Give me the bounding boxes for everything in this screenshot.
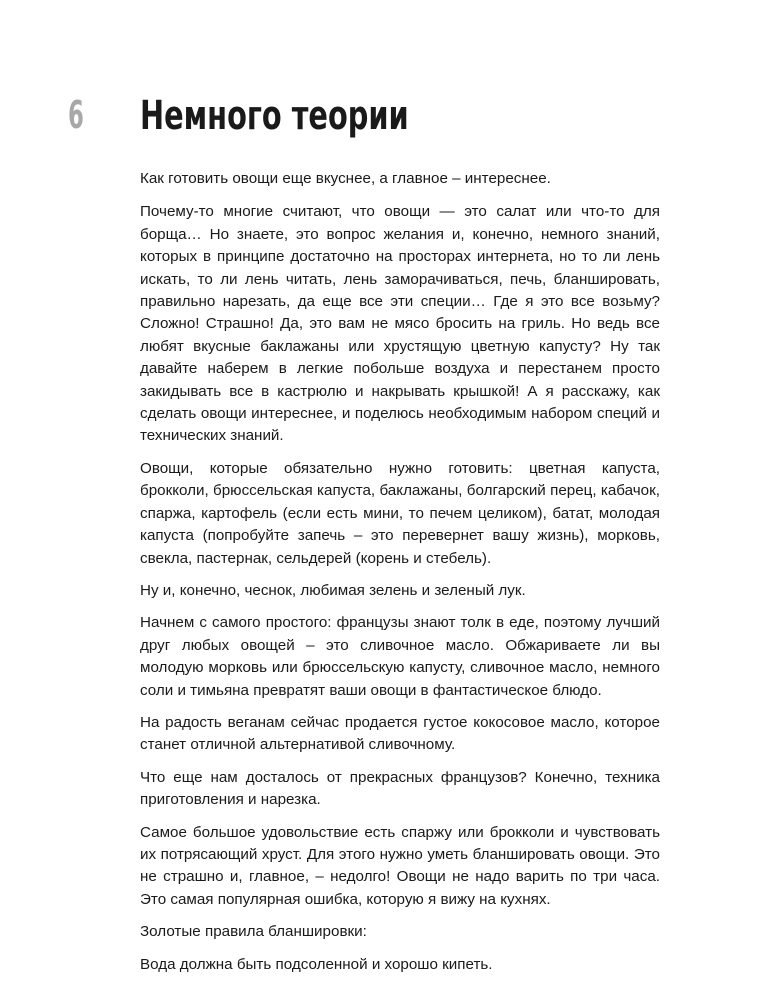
paragraph-blanching: Самое большое удовольствие есть спаржу или брокколи и чувствовать их потрясающий хруст. Для этого нужно уметь бланшировать овощи. Это не страшно и, главное, – недолго! Овощи не надо варить по три часа. Это самая популярная ошибка, которую я вижу на кухнях. bbox=[140, 823, 660, 908]
chapter-body bbox=[140, 168, 660, 986]
paragraph-butter: Начнем с самого простого: французы знают толк в еде, поэтому лучший друг любых овощей – это сливочное масло. Обжариваете ли вы молодую морковь или брюссельскую капусту, сливочное масло, немного соли и тимьяна превратят ваши овощи в фантастическое блюдо. bbox=[140, 614, 660, 699]
paragraph-blanching-rules-heading: Золотые правила бланшировки: bbox=[140, 923, 367, 941]
chapter-title: Немного теории bbox=[140, 93, 409, 139]
paragraph-rule-water: Вода должна быть подсоленной и хорошо кипеть. bbox=[140, 955, 493, 973]
paragraph-why-vegetables: Почему-то многие считают, что овощи — это салат или что-то для борща… Но знаете, это вопрос желания и, конечно, немного знаний, которых в принципе достаточно на просторах интернета, но то ли лень искать, то ли лень читать, лень заморачиваться, печь, бланшировать, правильно нарезать, да еще все эти специи… Где я это все возьму? Сложно! Страшно! Да, это вам не мясо бросить на гриль. Но ведь все любят вкусные баклажаны или хрустящую цветную капусту? Ну так давайте наберем в легкие побольше воздуха и перестанем просто закидывать все в кастрюлю и накрывать крышкой! А я расскажу, как сделать овощи интереснее, и поделюсь необходимым набором специй и технических знаний. bbox=[140, 203, 660, 445]
chapter-number: 6 bbox=[68, 93, 84, 137]
paragraph-french-technique: Что еще нам досталось от прекрасных французов? Конечно, техника приготовления и нарезка. bbox=[140, 768, 660, 809]
paragraph-coconut-oil: На радость веганам сейчас продается густое кокосовое масло, которое станет отличной альтернативой сливочному. bbox=[140, 713, 660, 754]
paragraph-vegetable-list: Овощи, которые обязательно нужно готовить: цветная капуста, брокколи, брюссельская капуста, баклажаны, болгарский перец, кабачок, спаржа, картофель (если есть мини, то печем целиком), батат, молодая капуста (попробуйте запечь – это перевернет вашу жизнь), морковь, свекла, пастернак, сельдерей (корень и стебель). bbox=[140, 459, 660, 567]
paragraph-intro: Как готовить овощи еще вкуснее, а главное – интереснее. bbox=[140, 170, 551, 187]
paragraph-garlic-greens: Ну и, конечно, чеснок, любимая зелень и зеленый лук. bbox=[140, 581, 526, 599]
